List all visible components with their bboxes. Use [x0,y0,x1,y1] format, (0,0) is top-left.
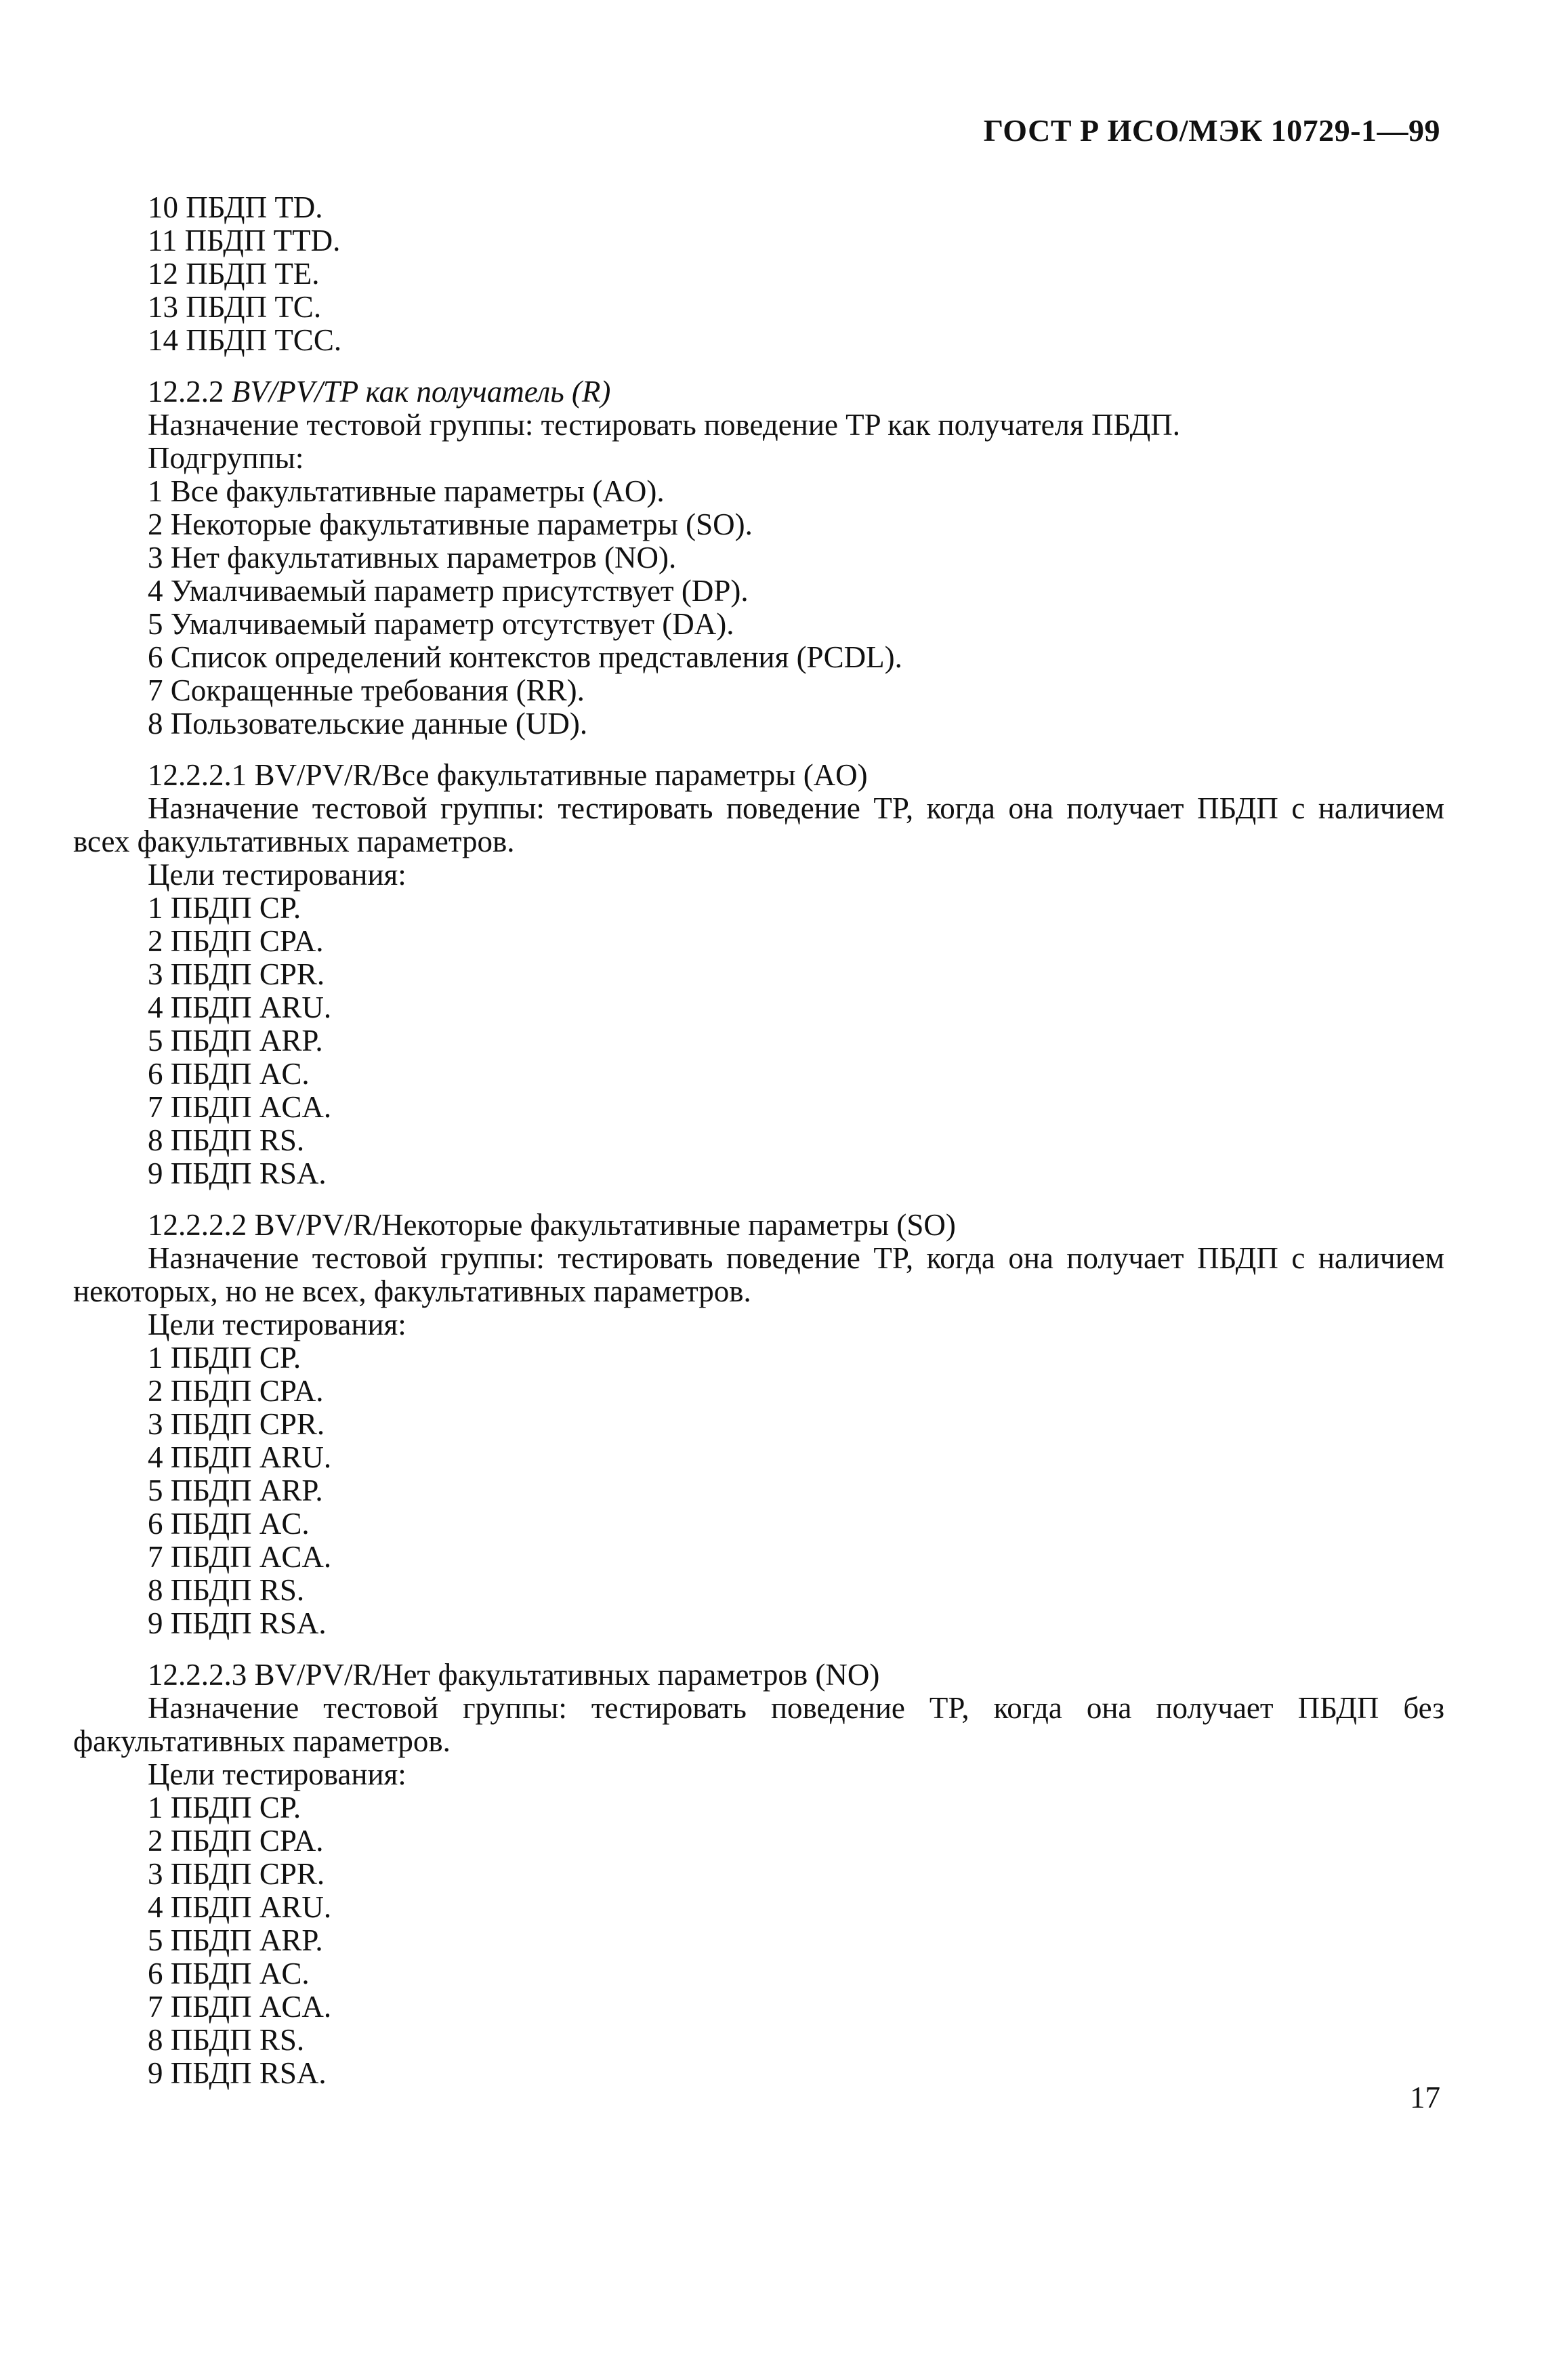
list-item: 7 ПБДП ACA. [148,1540,332,1574]
list-item: 3 ПБДП CPR. [148,957,325,991]
list-item: 7 ПБДП ACA. [148,1090,332,1124]
section-12-2-2-2 [73,1209,1444,1640]
list-item: 8 ПБДП RS. [148,2023,305,2057]
list-item: 5 Умалчиваемый параметр отсутствует (DA). [148,607,734,641]
list-item: 4 Умалчиваемый параметр присутствует (DP). [148,574,749,608]
list-item: 6 ПБДП AC. [148,1957,310,1990]
section-heading: 12.2.2.3 BV/PV/R/Нет факультативных параметров (NO) [148,1658,880,1692]
page-number: 17 [1410,2081,1440,2114]
list-item: 7 ПБДП ACA. [148,1990,332,2024]
list-item: 2 ПБДП CPA. [148,924,324,958]
list-item: 5 ПБДП ARP. [148,1474,323,1507]
page-content [73,191,1444,2090]
section-12-2-2-1 [73,759,1444,1190]
section-heading: 12.2.2.2 BV/PV/R/Некоторые факультативные параметры (SO) [148,1208,956,1242]
list-item: 12 ПБДП TE. [148,257,320,291]
section-purpose: Назначение тестовой группы: тестировать поведение TP, когда она получает ПБДП с наличием всех факультативных параметров. [73,791,1444,858]
section-heading: 12.2.2.1 BV/PV/R/Все факультативные параметры (AO) [148,758,868,792]
section-12-2-2 [73,375,1444,740]
list-item: 14 ПБДП TCC. [148,323,342,357]
list-item: 6 ПБДП AC. [148,1057,310,1091]
list-item: 9 ПБДП RSA. [148,2056,327,2090]
list-item: 4 ПБДП ARU. [148,1890,332,1924]
list-item: 1 ПБДП CP. [148,891,301,925]
list-item: 2 ПБДП CPA. [148,1374,324,1408]
list-item: 2 Некоторые факультативные параметры (SO). [148,507,753,541]
list-item: 3 ПБДП CPR. [148,1407,325,1441]
list-item: 6 ПБДП AC. [148,1507,310,1541]
section-purpose: Назначение тестовой группы: тестировать поведение TP, когда она получает ПБДП с наличием некоторых, но не всех, факультативных параметров. [73,1241,1444,1308]
list-item: 3 ПБДП CPR. [148,1857,325,1891]
targets-label: Цели тестирования: [148,858,406,892]
section-purpose: Назначение тестовой группы: тестировать поведение TP как получателя ПБДП. [148,408,1181,442]
section-number: 12.2.2 [148,375,224,409]
list-item: 13 ПБДП TC. [148,290,322,324]
document-header: ГОСТ Р ИСО/МЭК 10729-1—99 [983,113,1440,148]
list-item: 4 ПБДП ARU. [148,1440,332,1474]
section-heading [73,375,1444,409]
section-title: BV/PV/TP как получатель (R) [231,375,611,409]
section-purpose: Назначение тестовой группы: тестировать поведение TP, когда она получает ПБДП без факультативных параметров. [73,1691,1444,1758]
list-item: 8 ПБДП RS. [148,1573,305,1607]
targets-label: Цели тестирования: [148,1308,406,1341]
list-item: 5 ПБДП ARP. [148,1923,323,1957]
list-item: 9 ПБДП RSA. [148,1606,327,1640]
list-item: 10 ПБДП TD. [148,190,323,224]
list-item: 1 Все факультативные параметры (AO). [148,474,665,508]
list-item: 11 ПБДП TTD. [148,224,341,257]
section-12-2-2-3 [73,1658,1444,2090]
list-item: 2 ПБДП CPA. [148,1824,324,1858]
intro-list [73,191,1444,357]
list-item: 8 ПБДП RS. [148,1123,305,1157]
subgroups-label: Подгруппы: [148,441,304,475]
targets-label: Цели тестирования: [148,1757,406,1791]
list-item: 7 Сокращенные требования (RR). [148,673,585,707]
list-item: 1 ПБДП CP. [148,1791,301,1824]
list-item: 8 Пользовательские данные (UD). [148,707,588,740]
list-item: 1 ПБДП CP. [148,1341,301,1375]
list-item: 9 ПБДП RSA. [148,1156,327,1190]
list-item: 5 ПБДП ARP. [148,1024,323,1058]
list-item: 4 ПБДП ARU. [148,990,332,1024]
list-item: 3 Нет факультативных параметров (NO). [148,541,677,575]
list-item: 6 Список определений контекстов представления (PCDL). [148,640,902,674]
